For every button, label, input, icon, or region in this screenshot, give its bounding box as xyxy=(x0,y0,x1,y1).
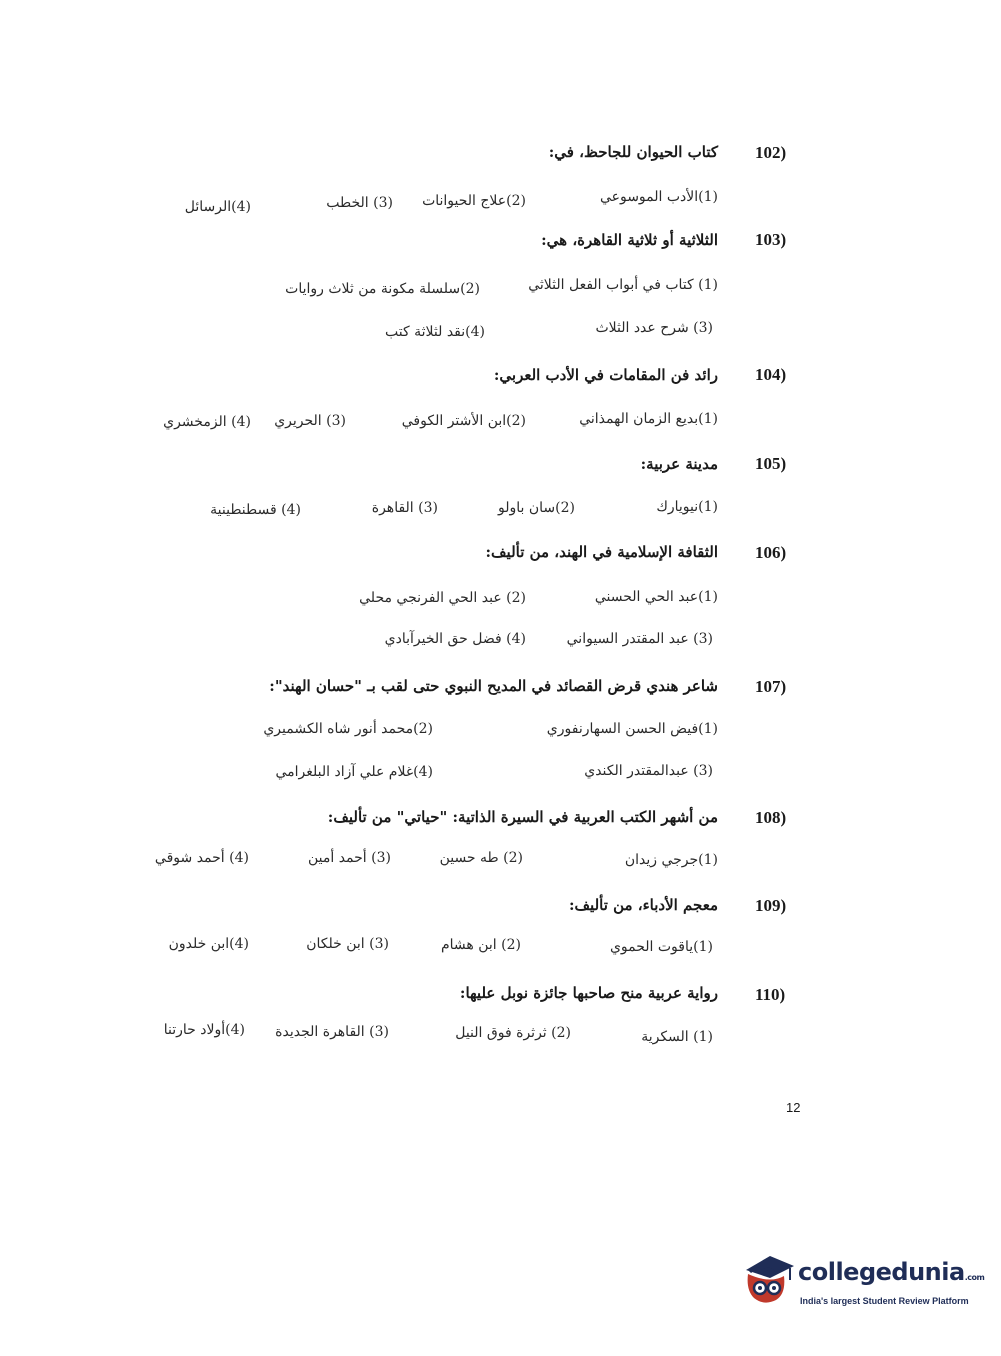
question-number: 108) xyxy=(755,808,787,827)
question-text: كتاب الحيوان للجاحظ، في: xyxy=(548,143,718,161)
option-4: (4)الرسائل xyxy=(184,199,251,215)
option-3: (3) ابن خلكان xyxy=(306,936,389,952)
question-number: 102) xyxy=(755,143,787,162)
option-4: (4) أحمد شوقي xyxy=(154,850,249,866)
question-number: 107) xyxy=(755,677,787,696)
option-3: (3) الخطب xyxy=(326,195,393,211)
question-text: الثلاثية أو ثلاثية القاهرة، هي: xyxy=(541,231,718,249)
option-1: (1)عبد الحي الحسني xyxy=(594,589,718,605)
option-4: (4) قسطنطينية xyxy=(210,502,301,518)
question-text: الثقافة الإسلامية في الهند، من تأليف: xyxy=(485,543,718,561)
option-2: (2)سان باولو xyxy=(497,500,575,516)
option-1: (1)بديع الزمان الهمذاني xyxy=(579,411,718,427)
option-3: (3) القاهرة xyxy=(371,500,438,516)
question-text: رائد فن المقامات في الأدب العربي: xyxy=(493,366,718,384)
question-text: رواية عربية منح صاحبها جائزة نوبل عليها: xyxy=(459,984,718,1002)
question-number: 110) xyxy=(755,985,786,1004)
brand-name xyxy=(798,1258,984,1286)
option-3: (3) عبد المقتدر السيواني xyxy=(566,631,713,647)
option-1: (1)جرجي زيدان xyxy=(624,852,718,868)
option-4: (4) الزمخشري xyxy=(163,414,251,430)
question-number: 105) xyxy=(755,454,787,473)
option-2: (2) طه حسين xyxy=(439,850,523,866)
mascot-icon xyxy=(740,1250,796,1306)
brand-tagline: India's largest Student Review Platform xyxy=(800,1296,969,1306)
brand-name-text: collegedunia xyxy=(798,1258,965,1286)
page-number: 12 xyxy=(786,1100,801,1115)
question-number: 109) xyxy=(755,896,787,915)
question-text: شاعر هندي قرض القصائد في المديح النبوي حتى لقب بـ "حسان الهند": xyxy=(269,677,718,695)
option-3: (3) الحريري xyxy=(274,413,346,429)
option-1: (1) كتاب في أبواب الفعل الثلاثي xyxy=(528,277,718,293)
option-4: (4)ابن خلدون xyxy=(168,936,249,952)
option-3: (3) أحمد أمين xyxy=(307,850,391,866)
question-text: معجم الأدباء، من تأليف: xyxy=(568,896,718,914)
option-1: (1)نيويارك xyxy=(656,499,718,515)
question-number: 103) xyxy=(755,230,787,249)
option-2: (2) ابن هشام xyxy=(440,937,521,953)
option-4: (4)نقد لثلاثة كتب xyxy=(385,324,485,340)
question-number: 106) xyxy=(755,543,787,562)
option-4: (4)غلام علي آزاد البلغرامي xyxy=(275,764,433,780)
option-3: (3) عبدالمقتدر الكندي xyxy=(584,763,713,779)
option-3: (3) القاهرة الجديدة xyxy=(275,1024,389,1040)
brand-domain: .com xyxy=(964,1273,985,1282)
option-1: (1)فيض الحسن السهارنفوري xyxy=(546,721,718,737)
option-2: (2)سلسلة مكونة من ثلاث روايات xyxy=(285,281,480,297)
question-text: مدينة عربية: xyxy=(640,455,718,473)
question-number: 104) xyxy=(755,365,787,384)
option-2: (2) ثرثرة فوق النيل xyxy=(455,1025,571,1041)
option-4: (4)أولاد حارتنا xyxy=(163,1022,245,1038)
option-2: (2)علاج الحيوانات xyxy=(422,193,526,209)
option-2: (2)ابن الأشتر الكوفي xyxy=(401,413,526,429)
brand-logo xyxy=(740,1248,985,1318)
option-1: (1) السكرية xyxy=(641,1029,713,1045)
option-2: (2) عبد الحي الفرنجي محلي xyxy=(359,590,526,606)
option-1: (1)الأدب الموسوعي xyxy=(599,189,718,205)
option-3: (3) شرح عدد الثلاث xyxy=(595,320,713,336)
option-2: (2)محمد أنور شاه الكشميري xyxy=(263,721,433,737)
option-4: (4) فضل حق الخيرآبادي xyxy=(384,631,526,647)
question-text: من أشهر الكتب العربية في السيرة الذاتية: "حياتي" من تأليف: xyxy=(327,808,718,826)
option-1: (1)ياقوت الحموي xyxy=(609,939,713,955)
